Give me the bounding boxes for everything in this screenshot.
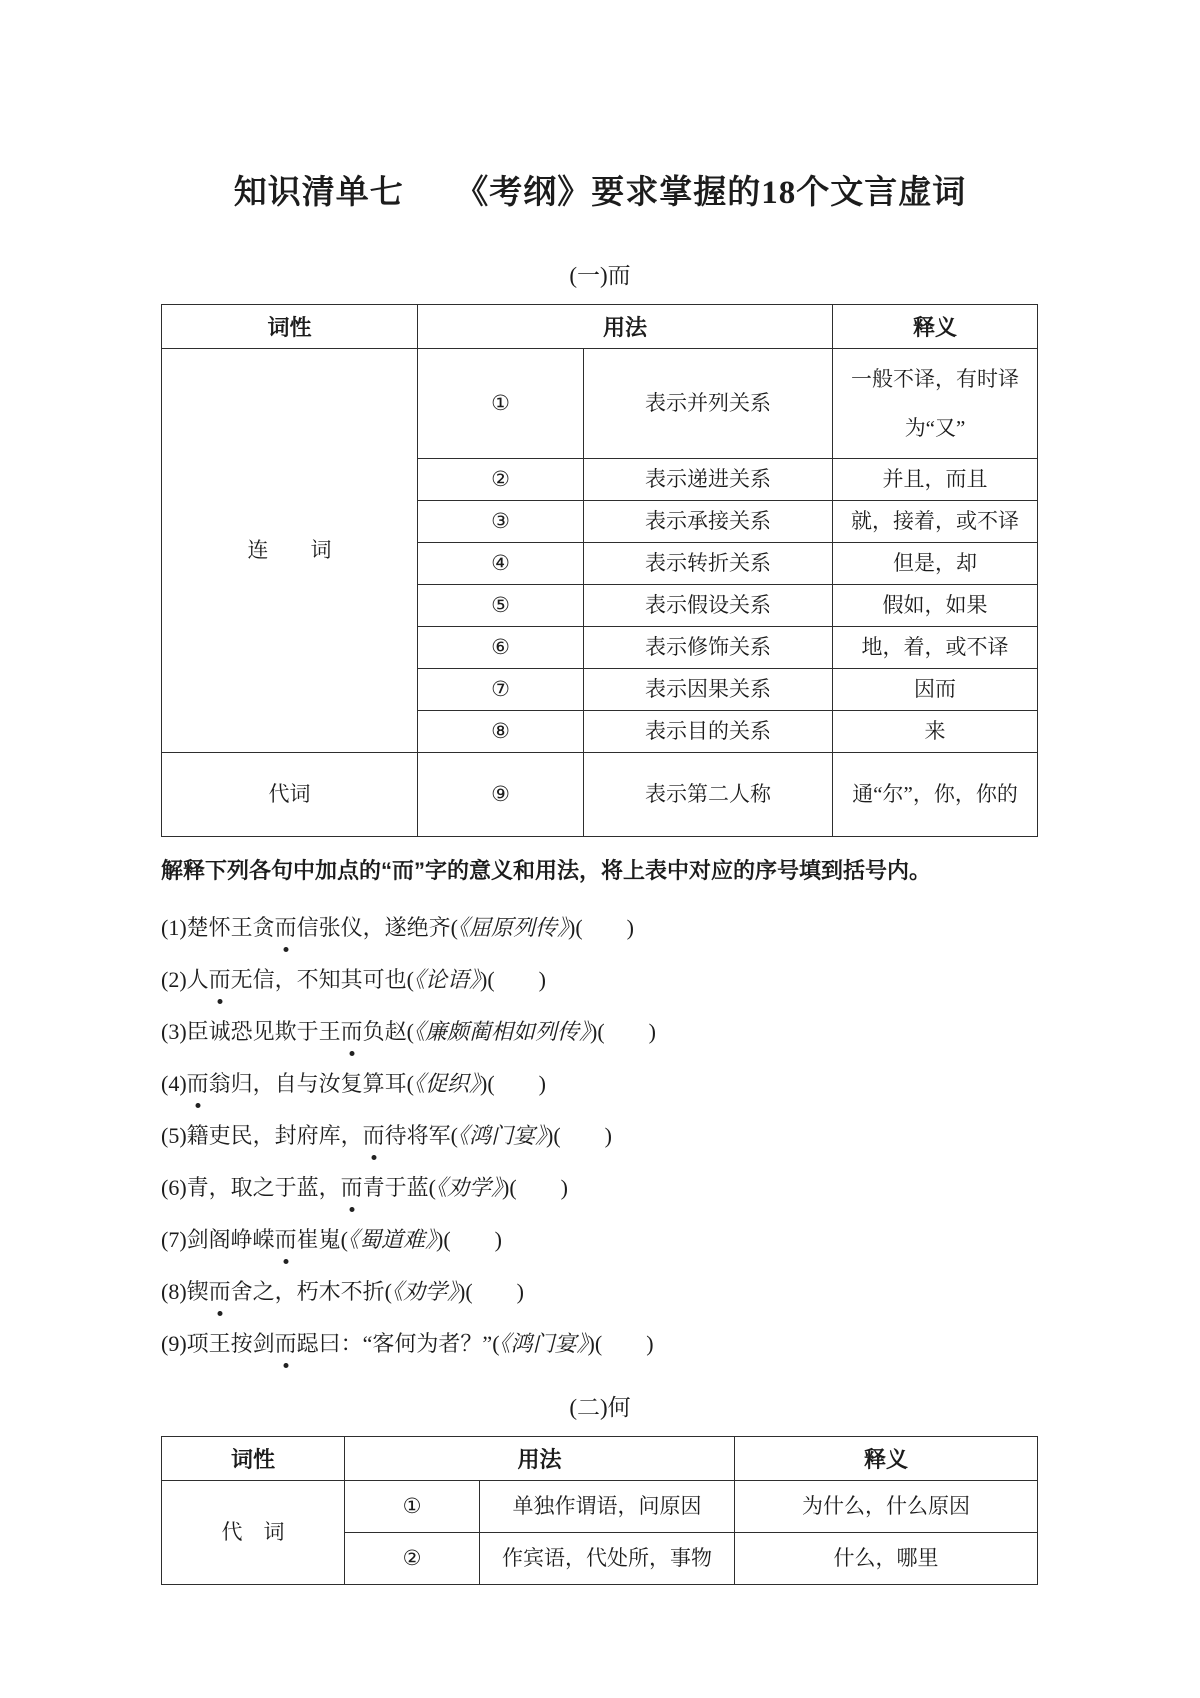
table-row [162,753,1038,837]
book-title: 《蜀道难》 [348,1227,437,1252]
item-text-pre: (5)籍吏民，封府库， [161,1123,363,1148]
item-text-pre: (3)臣诚恐见欺于王 [161,1019,341,1044]
emphasized-char: 而 [363,1121,385,1151]
he-usage-table [161,1436,1038,1585]
meaning-cell: 地，着，或不译 [833,627,1038,669]
meaning-cell: 假如，如果 [833,585,1038,627]
emphasized-char: 而 [275,1329,297,1359]
row-num-cell: ④ [418,543,584,585]
emphasized-char: 而 [187,1069,209,1099]
meaning-cell: 但是，却 [833,543,1038,585]
book-title: 《屈原列传》 [458,915,569,940]
worksheet-title: 知识清单七 《考纲》要求掌握的18个文言虚词 [233,175,967,211]
row-num-cell: ⑦ [418,669,584,711]
row-num-cell: ⑥ [418,627,584,669]
meaning-cell: 一般不译，有时译为“又” [833,349,1038,459]
section-1-heading: (一)而 [569,263,631,288]
usage-cell: 表示假设关系 [584,585,833,627]
usage-cell: 表示修饰关系 [584,627,833,669]
row-num-cell: ① [345,1481,480,1533]
book-title: 《鸿门宴》 [499,1331,588,1356]
item-text-tail: )( ) [590,1019,656,1044]
emphasized-char: 而 [341,1017,363,1047]
item-text-tail: )( ) [568,915,634,940]
exercise-item [161,1329,1061,1359]
col-header-usage: 用法 [418,305,833,349]
pos-cell-pronoun: 代 词 [162,1481,345,1585]
emphasized-char: 而 [209,965,231,995]
row-num-cell: ⑧ [418,711,584,753]
item-text-tail: )( ) [480,1071,546,1096]
usage-cell: 表示递进关系 [584,459,833,501]
book-title: 《鸿门宴》 [458,1123,547,1148]
item-text-pre: (7)剑阁峥嵘 [161,1227,275,1252]
usage-cell: 表示并列关系 [584,349,833,459]
item-text-tail: )( ) [502,1175,568,1200]
emphasized-char: 而 [209,1277,231,1307]
item-text-tail: )( ) [546,1123,612,1148]
item-text-mid: 无信，不知其可也( [230,967,414,992]
exercise-item [161,913,1061,943]
meaning-cell: 就，接着，或不译 [833,501,1038,543]
item-text-mid: 崔嵬( [296,1227,348,1252]
item-text-mid: 信张仪，遂绝齐( [296,915,458,940]
emphasized-char: 而 [275,913,297,943]
book-title: 《劝学》 [392,1279,459,1304]
row-num-cell: ① [418,349,584,459]
item-text-pre: (4) [161,1071,187,1096]
item-text-mid: 翁归，自与汝复算耳( [208,1071,414,1096]
usage-cell: 表示承接关系 [584,501,833,543]
er-usage-table [161,304,1038,837]
usage-cell: 表示因果关系 [584,669,833,711]
item-text-pre: (2)人 [161,967,209,992]
item-text-tail: )( ) [436,1227,502,1252]
pos-cell-pronoun: 代词 [162,753,418,837]
usage-cell: 表示转折关系 [584,543,833,585]
usage-cell: 表示第二人称 [584,753,833,837]
table-row [162,1481,1038,1533]
meaning-cell: 什么，哪里 [735,1533,1038,1585]
usage-cell: 表示目的关系 [584,711,833,753]
book-title: 《劝学》 [436,1175,503,1200]
exercise-item [161,1173,1061,1203]
exercise-item-list [161,913,1061,1359]
row-num-cell: ② [345,1533,480,1585]
item-text-mid: 跽曰：“客何为者？”( [296,1331,500,1356]
table-header-row [162,305,1038,349]
row-num-cell: ⑨ [418,753,584,837]
meaning-cell: 为什么，什么原因 [735,1481,1038,1533]
emphasized-char: 而 [341,1173,363,1203]
table-row [162,349,1038,459]
pos-cell-conjunction: 连 词 [162,349,418,753]
col-header-pos: 词性 [162,1437,345,1481]
item-text-mid: 舍之，朽木不折( [230,1279,392,1304]
item-text-tail: )( ) [458,1279,524,1304]
exercise-item [161,1017,1061,1047]
col-header-usage: 用法 [345,1437,735,1481]
meaning-cell: 因而 [833,669,1038,711]
item-text-pre: (9)项王按剑 [161,1331,275,1356]
exercise-item [161,965,1061,995]
exercise-instruction: 解释下列各句中加点的“而”字的意义和用法，将上表中对应的序号填到括号内。 [161,858,932,883]
item-text-mid: 待将军( [384,1123,458,1148]
table-header-row [162,1437,1038,1481]
item-text-tail: )( ) [587,1331,654,1356]
exercise-item [161,1069,1061,1099]
meaning-cell: 来 [833,711,1038,753]
exercise-item [161,1225,1061,1255]
row-num-cell: ⑤ [418,585,584,627]
item-text-mid: 青于蓝( [362,1175,436,1200]
item-text-pre: (8)锲 [161,1279,209,1304]
item-text-pre: (1)楚怀王贪 [161,915,275,940]
item-text-mid: 负赵( [362,1019,414,1044]
meaning-cell: 并且，而且 [833,459,1038,501]
usage-cell: 作宾语，代处所，事物 [480,1533,735,1585]
item-text-pre: (6)青，取之于蓝， [161,1175,341,1200]
item-text-tail: )( ) [480,967,546,992]
col-header-meaning: 释义 [833,305,1038,349]
meaning-cell: 通“尔”，你，你的 [833,753,1038,837]
book-title: 《廉颇蔺相如列传》 [414,1019,591,1044]
book-title: 《论语》 [414,967,481,992]
usage-cell: 单独作谓语，问原因 [480,1481,735,1533]
section-2-heading: (二)何 [569,1395,631,1420]
row-num-cell: ② [418,459,584,501]
row-num-cell: ③ [418,501,584,543]
col-header-meaning: 释义 [735,1437,1038,1481]
exercise-item [161,1277,1061,1307]
book-title: 《促织》 [414,1071,481,1096]
exercise-item [161,1121,1061,1151]
emphasized-char: 而 [275,1225,297,1255]
col-header-pos: 词性 [162,305,418,349]
